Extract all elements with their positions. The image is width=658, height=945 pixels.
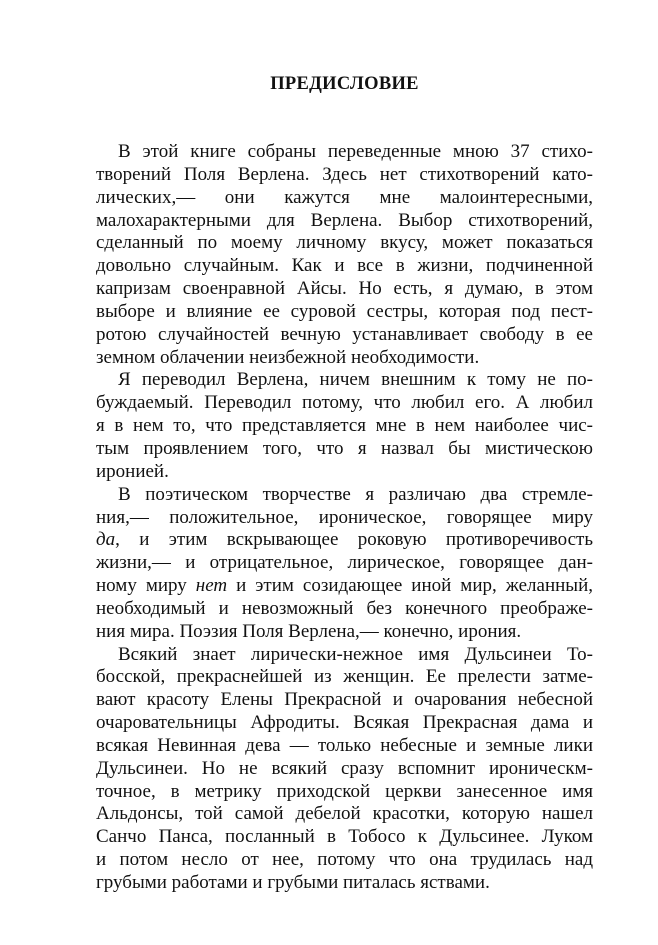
page-title: ПРЕДИСЛОВИЕ — [270, 74, 419, 94]
paragraph-4-line: очаровательницы Афродиты. Всякая Прекрасная дама и — [96, 712, 593, 734]
paragraph-3-line: ния,— положительное, ироническое, говорящее миру — [96, 506, 593, 528]
paragraph-1-line: выборе и влияние ее суровой сестры, которая под пест- — [96, 300, 593, 322]
paragraph-2-line: Я переводил Верлена, ничем внешним к тому не по- — [118, 369, 593, 391]
paragraph-4-line: босской, прекраснейшей из женщин. Ее прелести затме- — [96, 666, 593, 688]
paragraph-1-line: земном облачении неизбежной необходимости. — [96, 346, 480, 368]
paragraph-4-line: точное, в метрику приходской церкви занесенное имя — [96, 780, 593, 802]
paragraph-1-line: ротою случайностей вечную устанавливает свободу в ее — [96, 323, 593, 345]
paragraph-4-line: Альдонсы, той самой дебелой красотки, которую нашел — [96, 803, 593, 825]
paragraph-4-line: Санчо Панса, посланный в Тобосо к Дульсинее. Луком — [96, 826, 593, 848]
paragraph-3-line: В поэтическом творчестве я различаю два стремле- — [118, 483, 593, 505]
paragraph-1-line: В этой книге собраны переведенные мною 37 стихо- — [118, 141, 593, 162]
paragraph-2-line: иронией. — [96, 460, 169, 482]
paragraph-3-line: жизни,— и отрицательное, лирическое, говорящее дан- — [96, 552, 593, 574]
document-body — [96, 141, 593, 895]
paragraph-3-line: ному миру нет и этим созидающее иной мир, желанный, — [96, 575, 593, 597]
paragraph-2-line: я в нем то, что представляется мне в нем наиболее чис- — [96, 415, 593, 437]
paragraph-4-line: Дульсинеи. Но не всякий сразу вспомнит ироническм- — [96, 757, 593, 779]
paragraph-1-line: сделанный по моему личному вкусу, может показаться — [96, 232, 593, 254]
paragraph-1-line: довольно случайным. Как и все в жизни, подчиненной — [96, 255, 593, 277]
paragraph-4-line: всякая Невинная дева — только небесные и земные лики — [96, 734, 593, 756]
paragraph-1-line: капризам своенравной Айсы. Но есть, я думаю, в этом — [96, 278, 593, 300]
paragraph-2-line: буждаемый. Переводил потому, что любил его. А любил — [96, 392, 593, 414]
paragraph-4-line: Всякий знает лирически-нежное имя Дульсинеи То- — [118, 643, 593, 665]
paragraph-4-line: грубыми работами и грубыми питалась яствами. — [96, 872, 490, 893]
paragraph-3-line: да, и этим вскрывающее роковую противоречивость — [96, 529, 593, 551]
paragraph-3-line: необходимый и невозможный без конечного преображе- — [96, 597, 593, 619]
paragraph-1-line: малохарактерными для Верлена. Выбор стихотворений, — [96, 209, 593, 231]
paragraph-2-line: тым проявлением того, что я назвал бы мистическою — [96, 437, 593, 459]
paragraph-4-line: вают красоту Елены Прекрасной и очарования небесной — [96, 689, 593, 711]
paragraph-1-line: творений Поля Верлена. Здесь нет стихотворений като- — [96, 163, 593, 185]
paragraph-1-line: лических,— они кажутся мне малоинтересными, — [96, 186, 593, 208]
paragraph-4-line: и потом несло от нее, потому что она трудилась над — [96, 849, 593, 871]
paragraph-3-line: ния мира. Поэзия Поля Верлена,— конечно, ирония. — [96, 620, 522, 642]
